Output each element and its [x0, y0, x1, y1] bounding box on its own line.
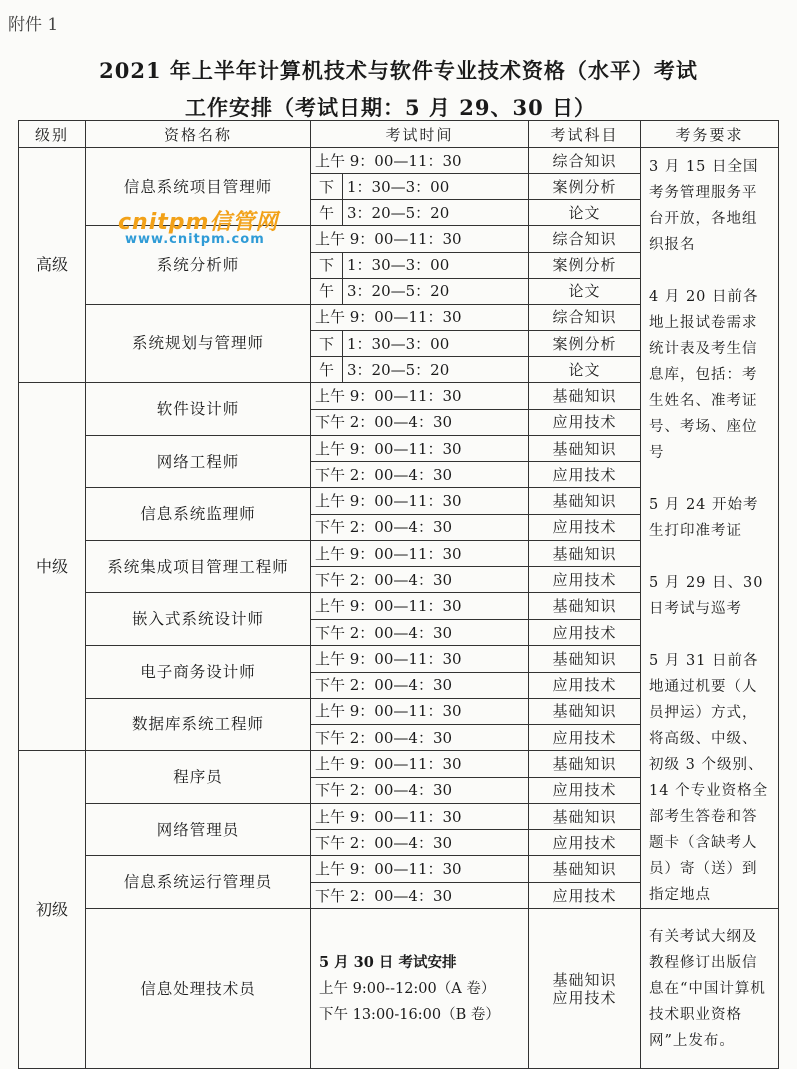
exam-time: 上午 9：00—11：30	[311, 148, 529, 174]
exam-subject: 应用技术	[529, 830, 641, 856]
exam-time: 下午 2：00—4：30	[311, 672, 529, 698]
exam-subject: 综合知识	[529, 148, 641, 174]
afternoon-char: 午	[311, 200, 343, 226]
exam-subject: 基础知识	[529, 593, 641, 620]
qualification-name: 信息处理技术员	[86, 909, 311, 1069]
exam-subject: 应用技术	[529, 672, 641, 698]
exam-subject: 应用技术	[529, 567, 641, 593]
exam-time: 上午 9：00—11：30	[311, 751, 529, 778]
document-subtitle: 工作安排（考试日期：5 月 29、30 日）	[185, 95, 596, 120]
document-title: 2021 年上半年计算机技术与软件专业技术资格（水平）考试	[99, 58, 698, 83]
exam-subject: 基础知识	[529, 646, 641, 673]
level-senior: 高级	[19, 148, 86, 383]
special-exam-am: 上午 9:00--12:00（A 卷）	[319, 980, 496, 997]
exam-subject: 案例分析	[529, 252, 641, 278]
exam-subject: 应用技术	[529, 883, 641, 909]
exam-subject: 综合知识	[529, 304, 641, 331]
qualification-name: 信息系统监理师	[86, 488, 311, 541]
exam-subject: 论文	[529, 200, 641, 226]
exam-time: 上午 9：00—11：30	[311, 593, 529, 620]
afternoon-char: 下	[311, 174, 343, 200]
exam-subject: 应用技术	[529, 514, 641, 540]
qualification-name: 电子商务设计师	[86, 646, 311, 699]
header-exam-time: 考试时间	[311, 121, 529, 148]
requirement-item: 5 月 31 日前各地通过机要（人员押运）方式，将高级、中级、初级 3 个级别、14 个专业资格全部考生答卷和答题卡（含缺考人员）寄（送）到指定地点	[649, 653, 769, 903]
exam-subject: 案例分析	[529, 331, 641, 357]
requirement-item: 4 月 20 日前各地上报试卷需求统计表及考生信息库，包括：考生姓名、准考证号、考场、座位号	[649, 289, 759, 461]
requirement-item: 5 月 24 开始考生打印准考证	[649, 497, 759, 539]
table-row	[19, 148, 779, 174]
exam-subject: 基础知识	[529, 698, 641, 725]
exam-time: 上午 9：00—11：30	[311, 540, 529, 567]
special-exam-heading: 5 月 30 日 考试安排	[319, 953, 457, 971]
qualification-name: 嵌入式系统设计师	[86, 593, 311, 646]
exam-time: 上午 9：00—11：30	[311, 646, 529, 673]
exam-subject: 基础知识	[529, 856, 641, 883]
exam-subject: 基础知识	[529, 435, 641, 462]
exam-subject: 应用技术	[529, 777, 641, 803]
qualification-name: 系统规划与管理师	[86, 304, 311, 383]
exam-schedule-table	[18, 120, 779, 1069]
exam-subject: 应用技术	[552, 988, 617, 1007]
exam-time: 下午 2：00—4：30	[311, 567, 529, 593]
qualification-name: 系统分析师	[86, 226, 311, 305]
exam-time: 3：20—5：20	[343, 200, 529, 226]
exam-time: 下午 2：00—4：30	[311, 514, 529, 540]
exam-subject: 应用技术	[529, 409, 641, 435]
special-exam-time	[311, 909, 529, 1069]
exam-time: 上午 9：00—11：30	[311, 304, 529, 331]
exam-time: 3：20—5：20	[343, 357, 529, 383]
exam-time: 下午 2：00—4：30	[311, 462, 529, 488]
exam-subject: 案例分析	[529, 174, 641, 200]
qualification-name: 信息系统项目管理师	[86, 148, 311, 226]
exam-time: 下午 2：00—4：30	[311, 830, 529, 856]
header-qualification: 资格名称	[86, 121, 311, 148]
exam-time: 上午 9：00—11：30	[311, 383, 529, 410]
attachment-label: 附件 1	[8, 15, 59, 35]
level-junior: 初级	[19, 751, 86, 1069]
exam-time: 下午 2：00—4：30	[311, 725, 529, 751]
exam-subject: 应用技术	[529, 725, 641, 751]
exam-subject: 应用技术	[529, 620, 641, 646]
header-requirements: 考务要求	[641, 121, 779, 148]
exam-subject: 基础知识	[552, 970, 617, 989]
qualification-name: 信息系统运行管理员	[86, 856, 311, 909]
special-exam-pm: 下午 13:00-16:00（B 卷）	[319, 1006, 500, 1023]
watermark-brand: cnitpm信管网	[118, 210, 279, 235]
special-exam-subjects	[529, 909, 641, 1069]
afternoon-char: 下	[311, 331, 343, 357]
exam-time: 下午 2：00—4：30	[311, 620, 529, 646]
requirement-item: 5 月 29 日、30 日考试与巡考	[649, 575, 764, 617]
exam-time: 下午 2：00—4：30	[311, 409, 529, 435]
exam-time: 1：30—3：00	[343, 174, 529, 200]
exam-time: 下午 2：00—4：30	[311, 777, 529, 803]
level-middle: 中级	[19, 383, 86, 751]
requirement-item: 有关考试大纲及教程修订出版信息在“中国计算机技术职业资格网”上发布。	[641, 909, 779, 1069]
afternoon-char: 午	[311, 278, 343, 304]
header-row	[19, 121, 779, 148]
exam-time: 下午 2：00—4：30	[311, 883, 529, 909]
exam-subject: 综合知识	[529, 226, 641, 253]
qualification-name: 数据库系统工程师	[86, 698, 311, 751]
exam-time: 3：20—5：20	[343, 278, 529, 304]
qualification-name: 软件设计师	[86, 383, 311, 436]
exam-time: 上午 9：00—11：30	[311, 226, 529, 253]
exam-time: 上午 9：00—11：30	[311, 435, 529, 462]
exam-time: 上午 9：00—11：30	[311, 803, 529, 830]
requirements-cell	[641, 148, 779, 909]
qualification-name: 网络工程师	[86, 435, 311, 488]
qualification-name: 网络管理员	[86, 803, 311, 856]
exam-subject: 基础知识	[529, 751, 641, 778]
exam-time: 上午 9：00—11：30	[311, 856, 529, 883]
exam-time: 上午 9：00—11：30	[311, 488, 529, 515]
exam-subject: 基础知识	[529, 803, 641, 830]
header-level: 级别	[19, 121, 86, 148]
exam-time: 1：30—3：00	[343, 331, 529, 357]
exam-subject: 基础知识	[529, 488, 641, 515]
exam-subject: 应用技术	[529, 462, 641, 488]
qualification-name: 系统集成项目管理工程师	[86, 540, 311, 593]
header-subject: 考试科目	[529, 121, 641, 148]
exam-subject: 论文	[529, 357, 641, 383]
table-row	[19, 909, 779, 1069]
exam-time: 1：30—3：00	[343, 252, 529, 278]
afternoon-char: 午	[311, 357, 343, 383]
exam-subject: 基础知识	[529, 383, 641, 410]
afternoon-char: 下	[311, 252, 343, 278]
exam-subject: 论文	[529, 278, 641, 304]
exam-subject: 基础知识	[529, 540, 641, 567]
exam-time: 上午 9：00—11：30	[311, 698, 529, 725]
qualification-name: 程序员	[86, 751, 311, 804]
watermark-url: www.cnitpm.com	[125, 232, 265, 247]
requirement-item: 3 月 15 日全国考务管理服务平台开放，各地组织报名	[649, 159, 759, 253]
